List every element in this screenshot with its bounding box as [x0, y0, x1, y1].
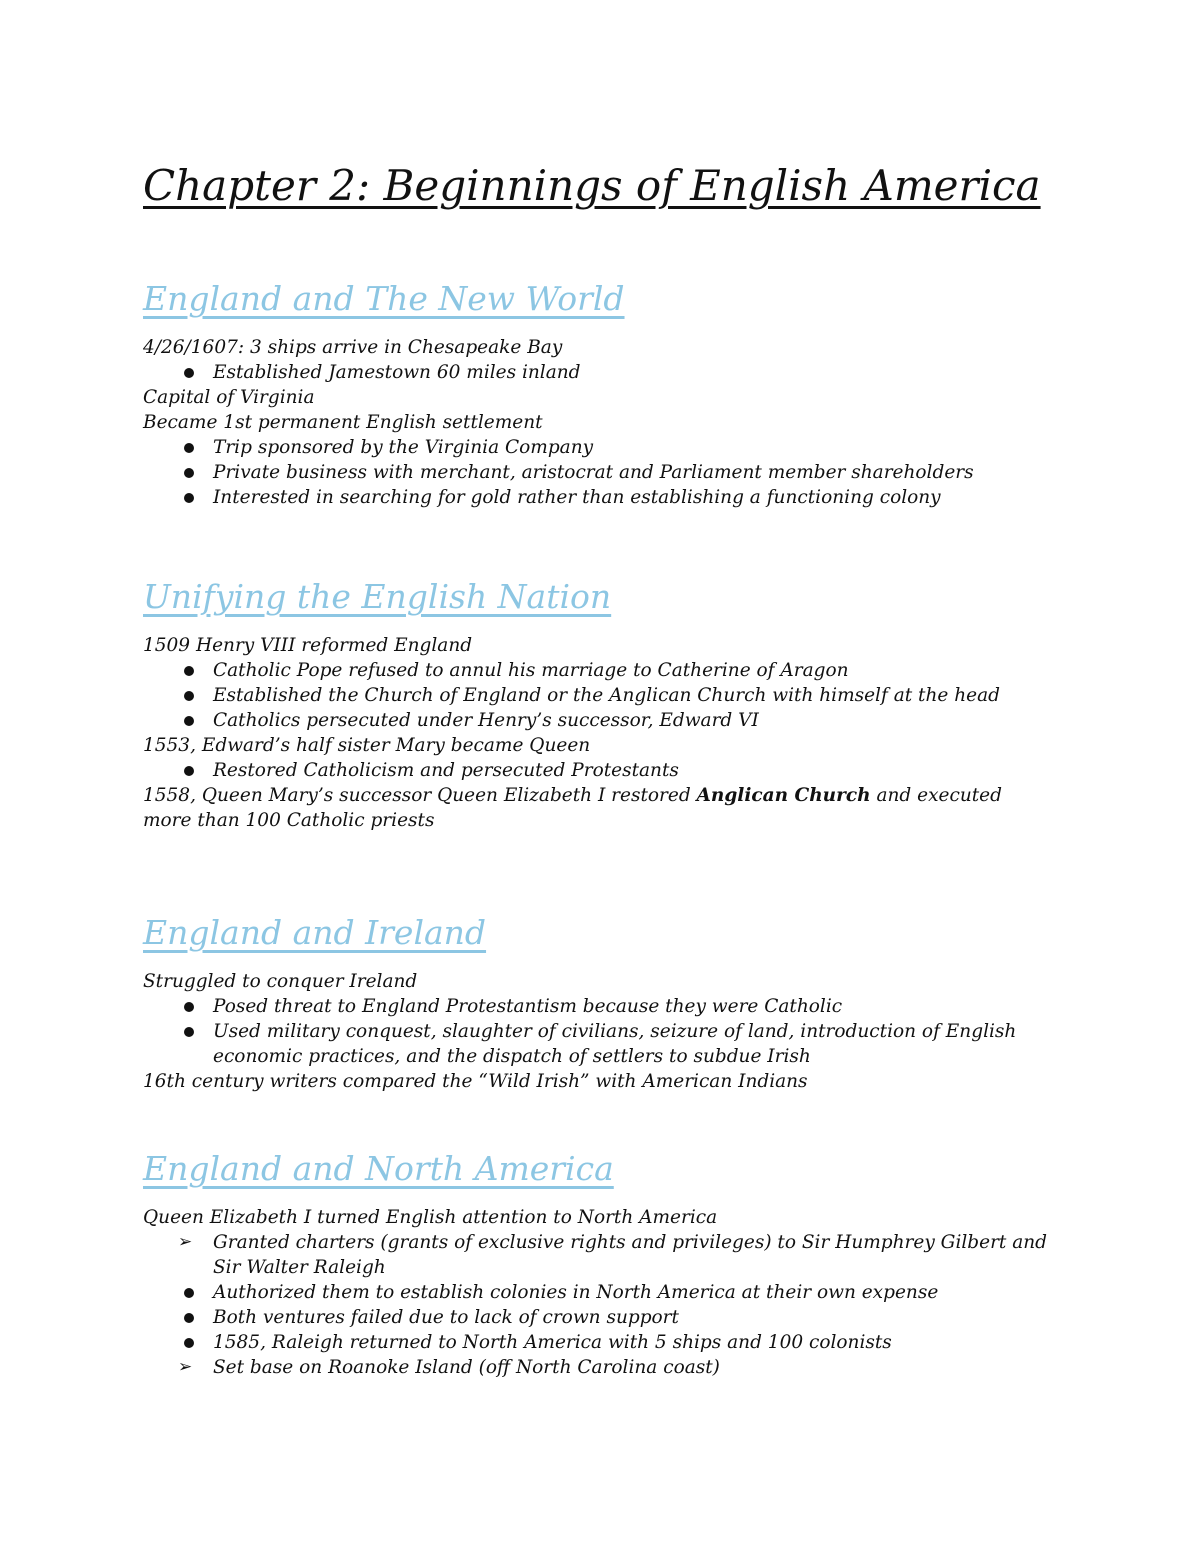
section-heading: England and North America — [143, 1149, 614, 1188]
bullet-text: Catholics persecuted under Henry’s successor, Edward VI — [213, 710, 759, 731]
arrow-item — [143, 1230, 1063, 1280]
bullet-text: Catholic Pope refused to annul his marriage to Catherine of Aragon — [213, 660, 849, 681]
text-line: 16th century writers compared the “Wild Irish” with American Indians — [143, 1071, 808, 1092]
section-lines — [143, 335, 1063, 510]
bullet-text: Both ventures failed due to lack of crown support — [213, 1307, 679, 1328]
arrow-bullet-icon: ➢ — [178, 1232, 193, 1252]
section-heading: England and Ireland — [143, 913, 487, 952]
section-england-ireland — [143, 911, 1063, 1094]
bullet-item — [143, 758, 1063, 783]
section-unifying-english-nation — [143, 575, 1063, 833]
bullet-text: Trip sponsored by the Virginia Company — [213, 437, 594, 458]
section-england-new-world — [143, 277, 1063, 510]
bullet-text: Established Jamestown 60 miles inland — [213, 362, 581, 383]
arrow-bullet-icon: ➢ — [178, 1357, 193, 1377]
arrow-text: Granted charters (grants of exclusive rights and privileges) to Sir Humphrey Gilbert and Sir Walter Raleigh — [213, 1232, 1048, 1278]
bullet-item — [143, 708, 1063, 733]
text-line: Became 1st permanent English settlement — [143, 412, 543, 433]
text-line: 4/26/1607: 3 ships arrive in Chesapeake Bay — [143, 337, 563, 358]
section-england-north-america — [143, 1147, 1063, 1380]
bullet-item — [143, 658, 1063, 683]
bullet-item — [143, 1305, 1063, 1330]
arrow-item — [143, 1355, 1063, 1380]
text-line: Capital of Virginia — [143, 387, 315, 408]
page-title: Chapter 2: Beginnings of English America — [143, 161, 1041, 210]
bullet-item — [143, 683, 1063, 708]
emphasized-text: Anglican Church — [696, 785, 871, 806]
bullet-item — [143, 1330, 1063, 1355]
text-segment: and executed more than 100 Catholic priests — [143, 785, 1002, 831]
section-lines — [143, 1205, 1063, 1380]
text-line: Struggled to conquer Ireland — [143, 971, 418, 992]
arrow-text: Set base on Roanoke Island (off North Carolina coast) — [213, 1357, 720, 1378]
bullet-text: Restored Catholicism and persecuted Protestants — [213, 760, 679, 781]
bullet-item — [143, 435, 1063, 460]
section-heading: England and The New World — [143, 279, 625, 318]
bullet-item — [143, 1280, 1063, 1305]
section-lines — [143, 969, 1063, 1094]
bullet-text: Private business with merchant, aristocrat and Parliament member shareholders — [213, 462, 974, 483]
text-line: 1509 Henry VIII reformed England — [143, 635, 473, 656]
text-line: 1553, Edward’s half sister Mary became Queen — [143, 735, 591, 756]
bullet-text: Posed threat to England Protestantism because they were Catholic — [213, 996, 843, 1017]
bullet-text: Interested in searching for gold rather than establishing a functioning colony — [213, 487, 941, 508]
bullet-item — [143, 994, 1063, 1019]
bullet-item — [143, 360, 1063, 385]
bullet-text: 1585, Raleigh returned to North America with 5 ships and 100 colonists — [213, 1332, 892, 1353]
text-line — [143, 783, 1033, 833]
bullet-text: Authorized them to establish colonies in North America at their own expense — [213, 1282, 939, 1303]
bullet-text: Used military conquest, slaughter of civilians, seizure of land, introduction of English economic practices, and the dispatch of settlers to subdue Irish — [213, 1021, 1017, 1067]
section-heading: Unifying the English Nation — [143, 577, 612, 616]
text-segment: 1558, Queen Mary’s successor Queen Elizabeth I restored — [143, 785, 697, 806]
bullet-item — [143, 1019, 1063, 1069]
section-lines — [143, 633, 1063, 833]
bullet-text: Established the Church of England or the Anglican Church with himself at the head — [213, 685, 1000, 706]
text-line: Queen Elizabeth I turned English attention to North America — [143, 1207, 718, 1228]
bullet-item — [143, 460, 1063, 485]
bullet-item — [143, 485, 1063, 510]
